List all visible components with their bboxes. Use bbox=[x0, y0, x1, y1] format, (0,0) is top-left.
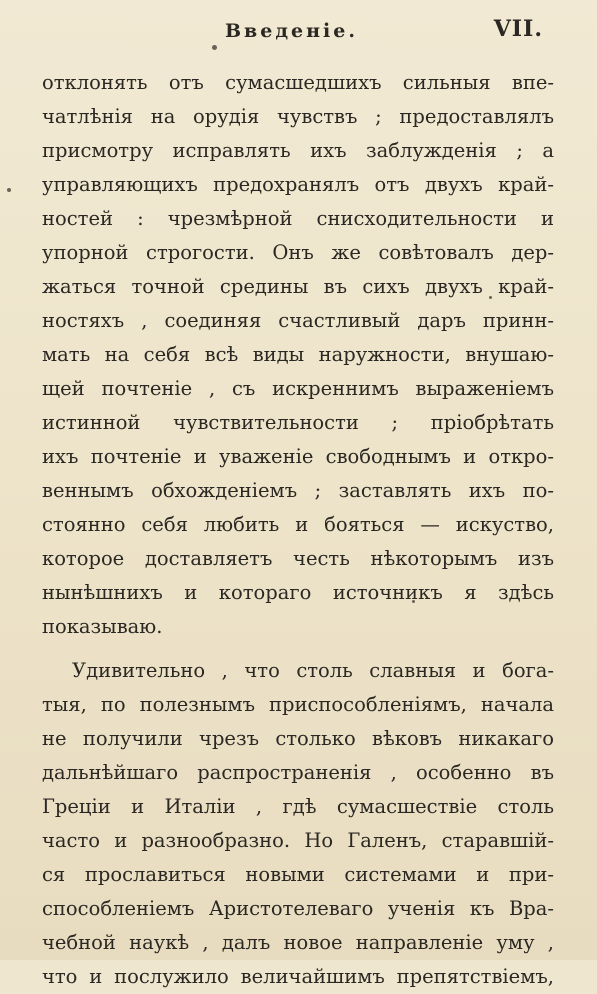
text-line: часто и разнообразно. Но Галенъ, старавшій- bbox=[42, 829, 554, 852]
text-line: нынѣшнихъ и котораго источникъ я здѣсь bbox=[42, 581, 554, 604]
text-line: чатлѣнія на орудія чувствъ ; предоставлялъ bbox=[42, 105, 554, 128]
text-line: чебной наукѣ , далъ новое направленіе уму , bbox=[42, 931, 554, 954]
text-line: не получили чрезъ столько вѣковъ никакаго bbox=[42, 727, 554, 750]
running-header bbox=[0, 16, 597, 50]
chapter-title: Введеніе. bbox=[225, 20, 358, 42]
text-line: Греціи и Италіи , гдѣ сумасшествіе столь bbox=[42, 795, 554, 818]
paragraph-gap bbox=[42, 644, 554, 654]
text-line: ностяхъ , соединяя счастливый даръ принн- bbox=[42, 309, 554, 332]
text-line: отклонять отъ сумасшедшихъ сильныя впе- bbox=[42, 71, 554, 94]
body-text bbox=[42, 66, 554, 994]
page-number: VII. bbox=[493, 16, 543, 42]
text-line: мать на себя всѣ виды наружности, внушаю- bbox=[42, 343, 554, 366]
text-line: ихъ почтеніе и уваженіе свободнымъ и откро- bbox=[42, 445, 554, 468]
text-line: жаться точной средины въ сихъ двухъ край- bbox=[42, 275, 554, 298]
ink-speck bbox=[7, 188, 11, 192]
text-line: показываю. bbox=[42, 615, 163, 638]
text-line: Удивительно , что столь славныя и бога- bbox=[72, 659, 554, 682]
text-line: истинной чувствительности ; пріобрѣтать bbox=[42, 411, 554, 434]
text-line: присмотру исправлять ихъ заблужденія ; а bbox=[42, 139, 554, 162]
text-line: ся прославиться новыми системами и при- bbox=[42, 863, 554, 886]
text-line: которое доставляетъ честь нѣкоторымъ изъ bbox=[42, 547, 554, 570]
text-line: тыя, по полезнымъ приспособленіямъ, начала bbox=[42, 693, 554, 716]
text-line: способленіемъ Аристотелеваго ученія къ Вра- bbox=[42, 897, 554, 920]
text-line: стоянно себя любить и бояться — искуство, bbox=[42, 513, 554, 536]
text-line: щей почтеніе , съ искреннимъ выраженіемъ bbox=[42, 377, 554, 400]
text-line: веннымъ обхожденіемъ ; заставлять ихъ по- bbox=[42, 479, 554, 502]
text-line: дальнѣйшаго распространенія , особенно въ bbox=[42, 761, 554, 784]
text-line: ностей : чрезмѣрной снисходительности и bbox=[42, 207, 554, 230]
text-line: упорной строгости. Онъ же совѣтовалъ дер- bbox=[42, 241, 554, 264]
text-line: управляющихъ предохранялъ отъ двухъ край- bbox=[42, 173, 554, 196]
ink-speck bbox=[212, 45, 217, 50]
text-line: что и послужило величайшимъ препятствіемъ, bbox=[42, 965, 554, 988]
